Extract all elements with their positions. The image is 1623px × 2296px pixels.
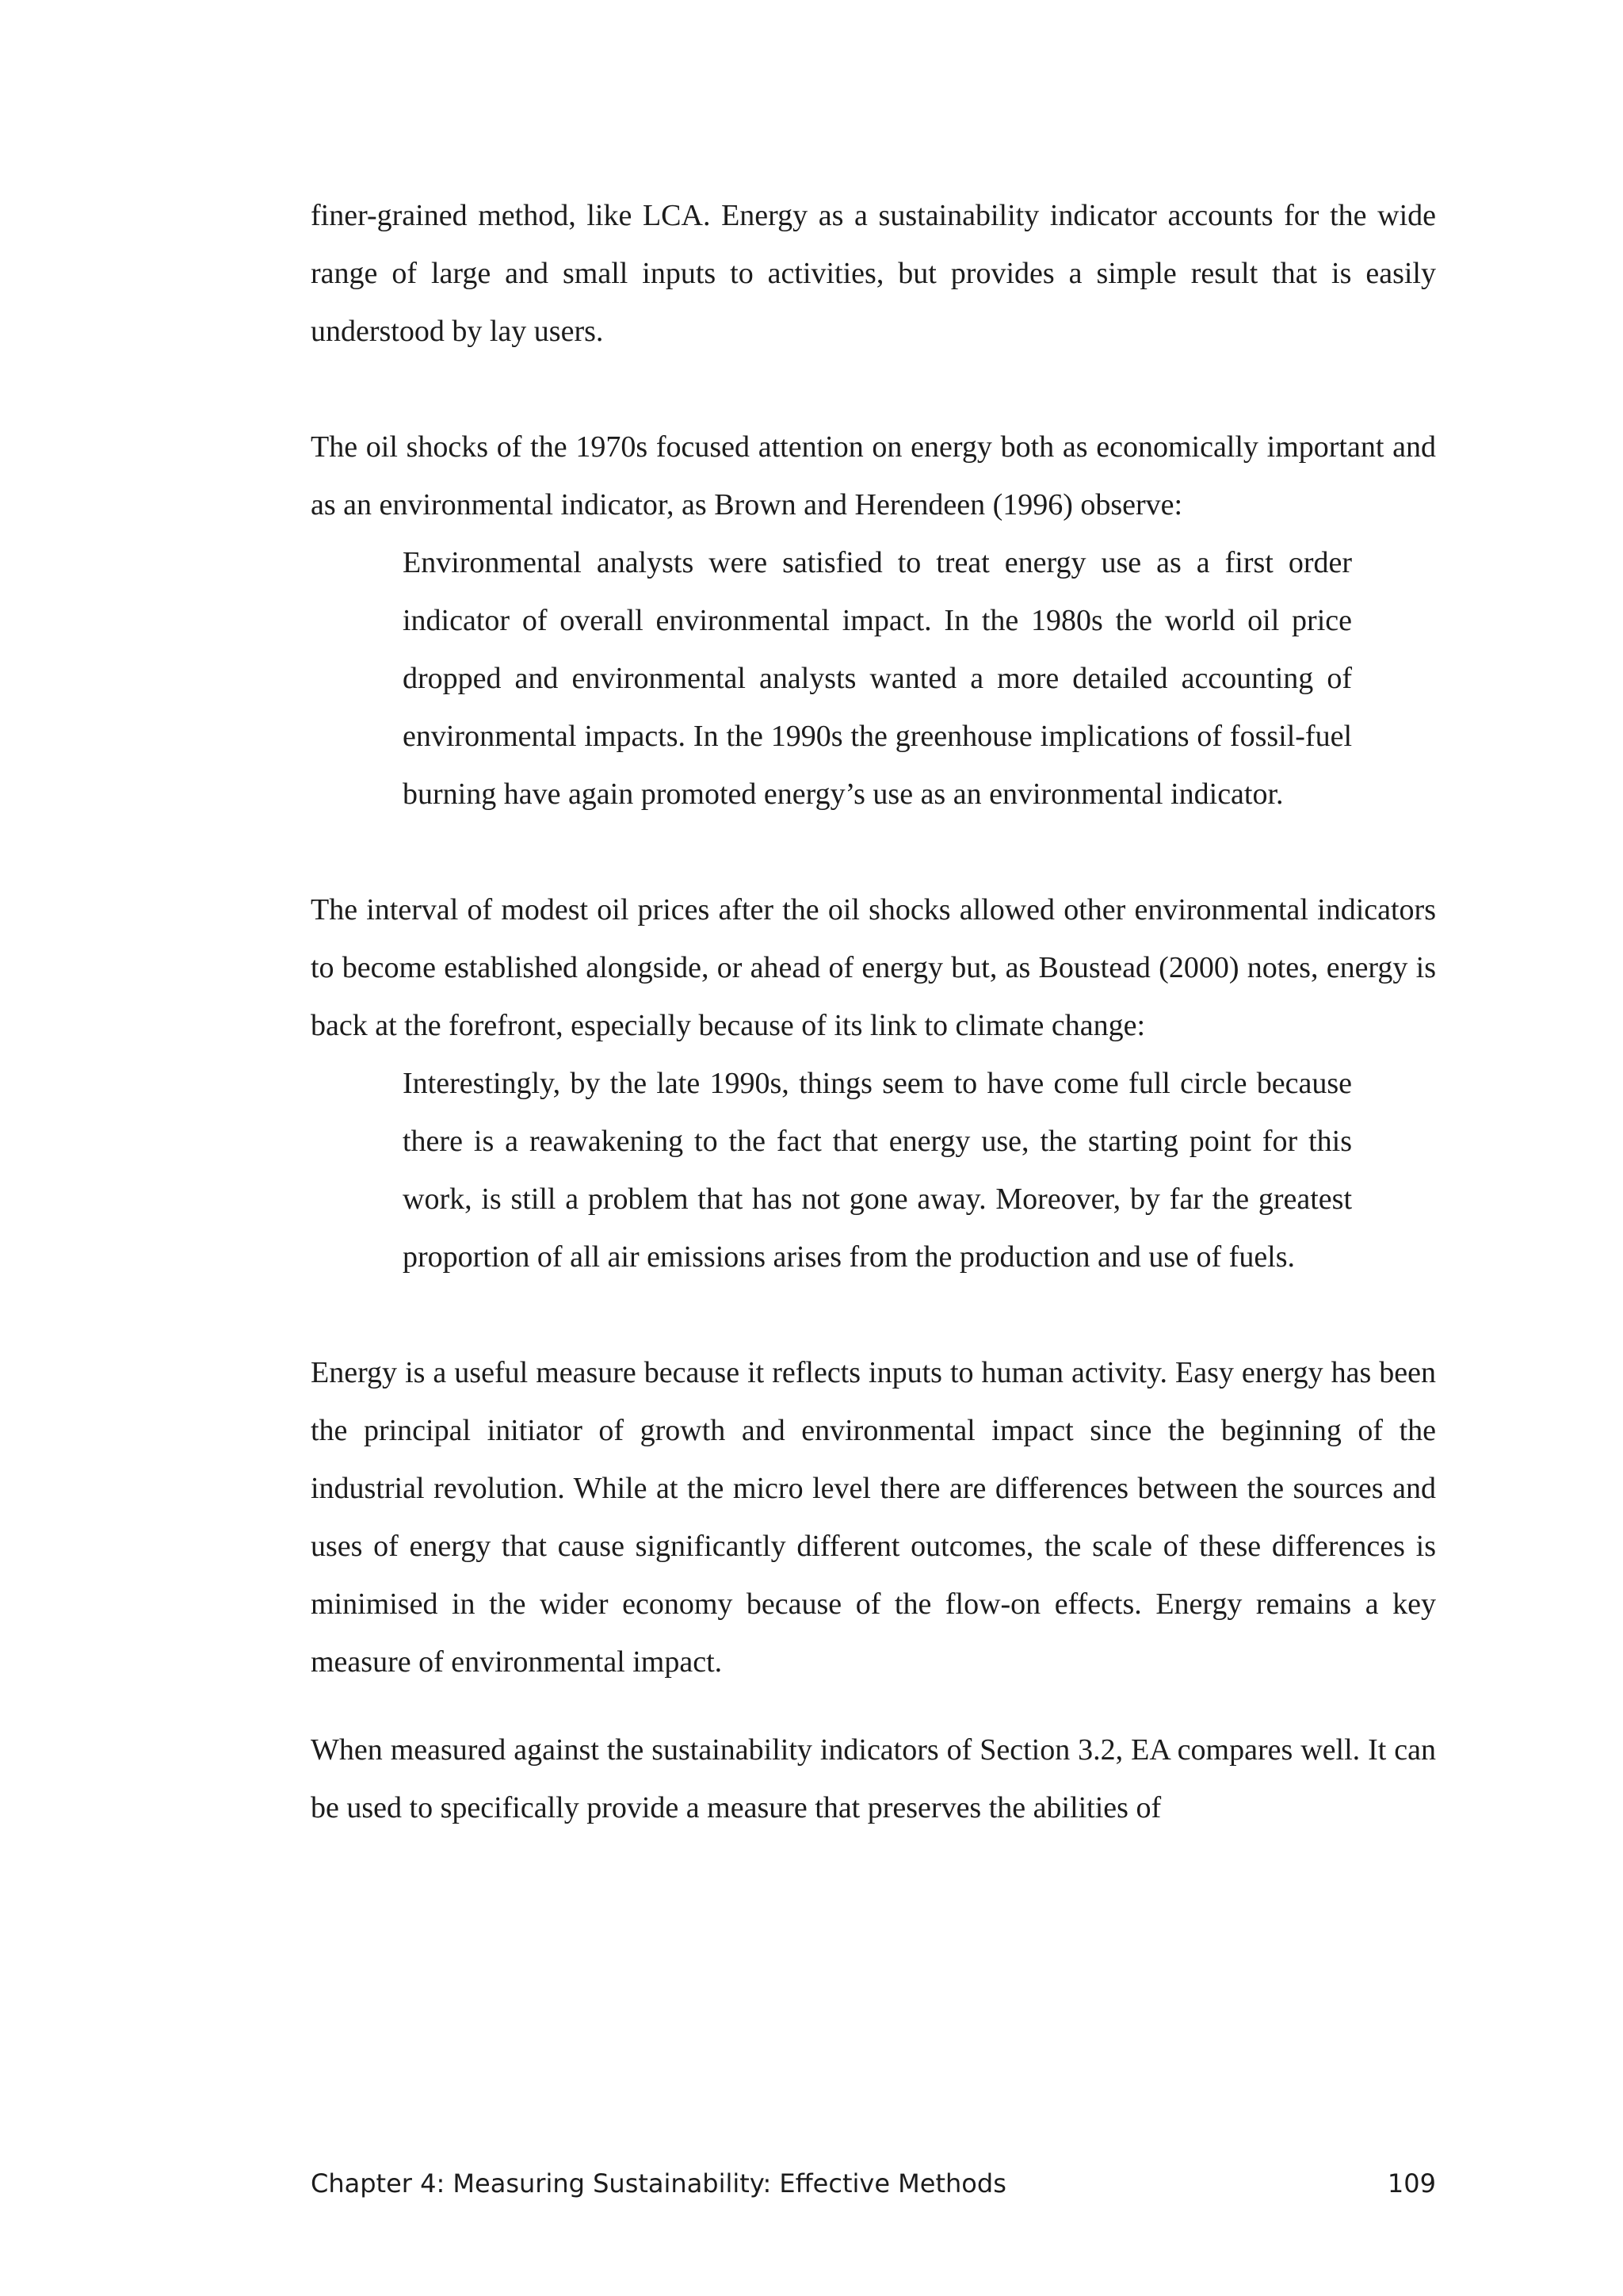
quote-brown-herendeen: Environmental analysts were satisfied to treat energy use as a first order indicator of overall environmental impact. In the 1980s the world oil price dropped and environmental analysts wanted a more detailed accounting of environmental impacts. In the 1990s the greenhouse implications of fossil-fuel burning have again promoted energy’s use as an environmental indicator. (403, 546, 1352, 811)
page-footer (311, 2168, 1436, 2199)
paragraph-energy-indicator: finer-grained method, like LCA. Energy as a sustainability indicator accounts for the wide range of large and small inputs to activities, but provides a simple result that is easily understood by lay users. (311, 199, 1436, 348)
paragraph-energy-useful-measure: Energy is a useful measure because it reflects inputs to human activity. Easy energy has been the principal initiator of growth and environmental impact since the beginning of the industrial revolution. While at the micro level there are differences between the sources and uses of energy that cause significantly different outcomes, the scale of these differences is minimised in the wider economy because of the flow-on effects. Energy remains a key measure of environmental impact. (311, 1356, 1436, 1679)
quote-boustead: Interestingly, by the late 1990s, things seem to have come full circle because there is a reawakening to the fact that energy use, the starting point for this work, is still a problem that has not gone away. Moreover, by far the greatest proportion of all air emissions arises from the production and use of fuels. (403, 1067, 1352, 1274)
paragraph-sustainability-indicators: When measured against the sustainability indicators of Section 3.2, EA compares well. It can be used to specifically provide a measure that preserves the abilities of (311, 1733, 1436, 1824)
footer-page-number: 109 (1387, 2168, 1436, 2199)
paragraph-modest-oil-prices: The interval of modest oil prices after the oil shocks allowed other environmental indicators to become established alongside, or ahead of energy but, as Boustead (2000) notes, energy is back at the forefront, especially because of its link to climate change: (311, 893, 1436, 1042)
body-text (311, 187, 1436, 1837)
footer-chapter-title: Chapter 4: Measuring Sustainability: Effective Methods (311, 2168, 1006, 2199)
paragraph-oil-shocks: The oil shocks of the 1970s focused attention on energy both as economically important and as an environmental indicator, as Brown and Herendeen (1996) observe: (311, 430, 1436, 521)
